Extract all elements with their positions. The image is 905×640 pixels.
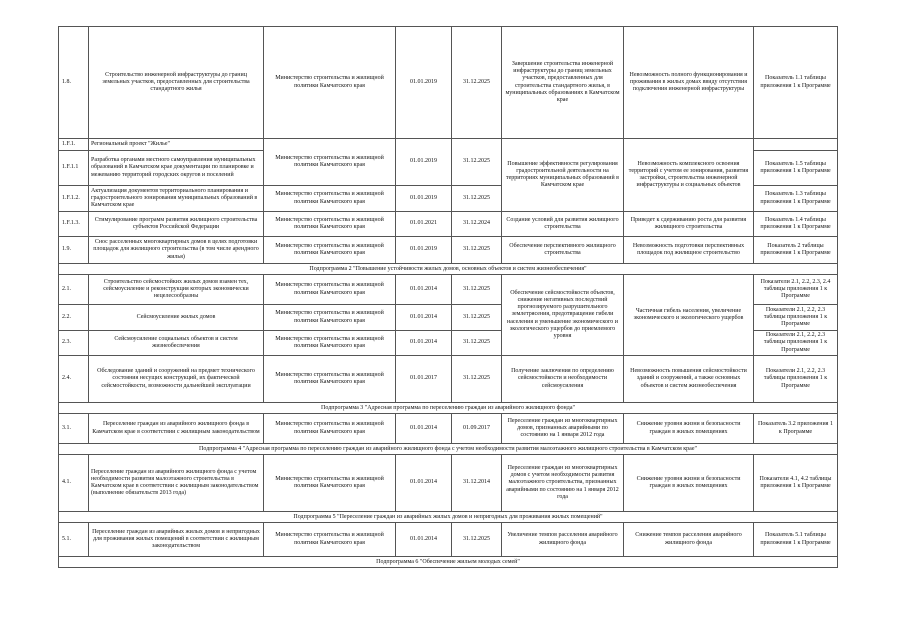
executor: Министерство строительства и жилищной политики Камчатского края: [264, 414, 396, 444]
measure-name: Строительство инженерной инфраструктуры до границ земельных участков, предоставленных для строительства стандартного жилья: [89, 27, 264, 139]
executor: Министерство строительства и жилищной политики Камчатского края: [264, 27, 396, 139]
end-date: 31.12.2025: [452, 331, 502, 356]
subprogram-header: [59, 264, 838, 275]
subprogram-header: [59, 444, 838, 455]
executor: Министерство строительства и жилищной политики Камчатского края: [264, 275, 396, 305]
table-row: [59, 212, 838, 237]
table-row: [59, 27, 838, 139]
measure-name: Снос расселенных многоквартирных домов в целях подготовки площадок для жилищного строительства (в том числе арендного жилья): [89, 237, 264, 264]
measure-name: Строительство сейсмостойких жилых домов взамен тех, сейсмоусиление и реконструкция которых экономически нецелесообразны: [89, 275, 264, 305]
start-date: 01.01.2014: [396, 523, 452, 557]
table-row: [59, 139, 838, 151]
consequence: Снижение уровня жизни и безопасности граждан в жилых помещениях: [624, 455, 754, 512]
measure-name: Обследование зданий и сооружений на предмет технического состояния несущих конструкций, их фактической сейсмостойкости, возможности дальнейшей эксплуатации: [89, 356, 264, 403]
subprogram-title: Подпрограмма 6 "Обеспечение жильем молодых семей": [59, 557, 838, 568]
row-number: 5.1.: [59, 523, 89, 557]
table-row: [59, 455, 838, 512]
consequence: Снижение уровня жизни и безопасности граждан в жилых помещениях: [624, 414, 754, 444]
executor: Министерство строительства и жилищной политики Камчатского края: [264, 212, 396, 237]
measure-name: Разработка органами местного самоуправления муниципальных образований в Камчатском крае документации по планировке и межеванию территорий городских округов и поселений: [89, 151, 264, 186]
start-date: 01.01.2019: [396, 139, 452, 186]
start-date: 01.01.2014: [396, 275, 452, 305]
end-date: 31.12.2025: [452, 237, 502, 264]
end-date: 31.12.2025: [452, 523, 502, 557]
subprogram-header: [59, 512, 838, 523]
start-date: 01.01.2019: [396, 237, 452, 264]
row-number: 3.1.: [59, 414, 89, 444]
measure-name: Стимулирование программ развития жилищного строительства субъектов Российской Федерации: [89, 212, 264, 237]
consequence: Невозможность подготовки перспективных площадок под жилищное строительство: [624, 237, 754, 264]
expected-result: Завершение строительства инженерной инфраструктуры до границ земельных участков, предоставленных для строительства стандартного жилья, в муниципальных образованиях в Камчатском крае: [502, 27, 624, 139]
indicator: Показатели 4.1, 4.2 таблицы приложения 1 к Программе: [754, 455, 838, 512]
start-date: 01.01.2019: [396, 186, 452, 212]
indicator: Показатель 1.1 таблицы приложения 1 к Программе: [754, 27, 838, 139]
row-number: 1.F.1.: [59, 139, 89, 151]
indicator: Показатель 3.2 приложения 1 к Программе: [754, 414, 838, 444]
measure-name: Переселение граждан из аварийного жилищного фонда с учетом необходимости развития малоэтажного строительства в Камчатском крае в соответствии с жилищным законодательством (выполнение обязательств 2013 года): [89, 455, 264, 512]
measure-name: Сейсмоусиление жилых домов: [89, 305, 264, 331]
indicator: Показатели 2.1, 2.2, 2.3, 2.4 таблицы приложения 1 к Программе: [754, 275, 838, 305]
expected-result: Переселение граждан из многоквартирных домов, признанных аварийными по состоянию на 1 января 2012 года: [502, 414, 624, 444]
indicator: Показатель 1.3 таблицы приложения 1 к Программе: [754, 186, 838, 212]
expected-result: Получение заключения по определению сейсмостойкости и необходимости сейсмоусиления: [502, 356, 624, 403]
measure-name: Переселение граждан из аварийных жилых домов и непригодных для проживания жилых помещений в соответствии с жилищным законодательством: [89, 523, 264, 557]
subprogram-title: Подпрограмма 4 "Адресная программа по переселению граждан из аварийного жилищного фонда с учетом необходимости развития малоэтажного жилищного строительства в Камчатском крае": [59, 444, 838, 455]
subprogram-title: Подпрограмма 3 "Адресная программа по переселению граждан из аварийного жилищного фонда": [59, 403, 838, 414]
row-number: 2.4.: [59, 356, 89, 403]
end-date: 31.12.2025: [452, 27, 502, 139]
consequence: Невозможность полного функционирования и проживания в жилых домах ввиду отсутствия подключения инженерной инфраструктуры: [624, 27, 754, 139]
row-number: 1.9.: [59, 237, 89, 264]
executor: Министерство строительства и жилищной политики Камчатского края: [264, 305, 396, 331]
consequence: Невозможность повышения сейсмостойкости зданий и сооружений, а также основных объектов и систем жизнеобеспечения: [624, 356, 754, 403]
row-number: 1.F.1.3.: [59, 212, 89, 237]
consequence: Снижение темпов расселения аварийного жилищного фонда: [624, 523, 754, 557]
subprogram-header: [59, 557, 838, 568]
row-number: 1.F.1.2.: [59, 186, 89, 212]
row-number: 2.2.: [59, 305, 89, 331]
consequence: Частичная гибель населения, увеличение экономического и экологического ущербов: [624, 275, 754, 356]
empty-cell: [754, 139, 838, 151]
indicator: Показатель 1.4 таблицы приложения 1 к Программе: [754, 212, 838, 237]
end-date: 31.12.2014: [452, 455, 502, 512]
expected-result: Обеспечение сейсмостойкости объектов, снижение негативных последствий прогнозируемого разрушительного землетрясения, предотвращение гибели населения и уменьшение экономического и экологического ущербов до приемлемого уровня: [502, 275, 624, 356]
indicator: Показатель 1.5 таблицы приложения 1 к Программе: [754, 151, 838, 186]
executor: Министерство строительства и жилищной политики Камчатского края: [264, 139, 396, 186]
start-date: 01.01.2014: [396, 455, 452, 512]
expected-result: Повышение эффективности регулирования градостроительной деятельности на территориях муниципальных образований в Камчатском крае: [502, 139, 624, 212]
start-date: 01.01.2019: [396, 27, 452, 139]
start-date: 01.01.2021: [396, 212, 452, 237]
indicator: Показатель 2 таблицы приложения 1 к Программе: [754, 237, 838, 264]
end-date: 31.12.2025: [452, 305, 502, 331]
project-name: Региональный проект "Жилье": [89, 139, 264, 151]
table-row: [59, 523, 838, 557]
row-number: 1.F.1.1: [59, 151, 89, 186]
row-number: 2.1.: [59, 275, 89, 305]
subprogram-header: [59, 403, 838, 414]
indicator: Показатели 2.1, 2.2, 2.3 таблицы приложения 1 к Программе: [754, 331, 838, 356]
executor: Министерство строительства и жилищной политики Камчатского края: [264, 237, 396, 264]
expected-result: Увеличение темпов расселения аварийного жилищного фонда: [502, 523, 624, 557]
measure-name: Актуализация документов территориального планирования и градостроительного зонирования муниципальных образований в Камчатском крае: [89, 186, 264, 212]
measure-name: Переселение граждан из аварийного жилищного фонда в Камчатском крае в соответствии с жилищным законодательством: [89, 414, 264, 444]
executor: Министерство строительства и жилищной политики Камчатского края: [264, 186, 396, 212]
table-row: [59, 414, 838, 444]
measure-name: Сейсмоусиление социальных объектов и систем жизнеобеспечения: [89, 331, 264, 356]
table-row: [59, 356, 838, 403]
end-date: 31.12.2024: [452, 212, 502, 237]
executor: Министерство строительства и жилищной политики Камчатского края: [264, 356, 396, 403]
end-date: 01.09.2017: [452, 414, 502, 444]
subprogram-title: Подпрограмма 2 "Повышение устойчивости жилых домов, основных объектов и систем жизнеобеспечения": [59, 264, 838, 275]
indicator: Показатель 5.1 таблицы приложения 1 к Программе: [754, 523, 838, 557]
consequence: Приведет к сдерживанию роста для развития жилищного строительства: [624, 212, 754, 237]
end-date: 31.12.2025: [452, 356, 502, 403]
end-date: 31.12.2025: [452, 186, 502, 212]
row-number: 2.3.: [59, 331, 89, 356]
subprogram-title: Подпрограмма 5 "Переселение граждан из аварийных жилых домов и непригодных для проживания жилых помещений": [59, 512, 838, 523]
end-date: 31.12.2025: [452, 139, 502, 186]
executor: Министерство строительства и жилищной политики Камчатского края: [264, 523, 396, 557]
end-date: 31.12.2025: [452, 275, 502, 305]
consequence: Невозможность комплексного освоения территорий с учетом ее зонирования, развития застройки, строительства инженерной инфраструктуры и социальных объектов: [624, 139, 754, 212]
expected-result: Переселение граждан из многоквартирных домов с учетом необходимости развития малоэтажного строительства, признанных аварийными по состоянию на 1 января 2012 года: [502, 455, 624, 512]
start-date: 01.01.2014: [396, 331, 452, 356]
row-number: 4.1.: [59, 455, 89, 512]
start-date: 01.01.2017: [396, 356, 452, 403]
table-row: [59, 275, 838, 305]
indicator: Показатели 2.1, 2.2, 2.3 таблицы приложения 1 к Программе: [754, 305, 838, 331]
measures-table: [58, 26, 838, 568]
indicator: Показатели 2.1, 2.2, 2.3 таблицы приложения 1 к Программе: [754, 356, 838, 403]
expected-result: Создание условий для развития жилищного строительства: [502, 212, 624, 237]
expected-result: Обеспечение перспективного жилищного строительства: [502, 237, 624, 264]
executor: Министерство строительства и жилищной политики Камчатского края: [264, 331, 396, 356]
table-row: [59, 237, 838, 264]
start-date: 01.01.2014: [396, 414, 452, 444]
row-number: 1.8.: [59, 27, 89, 139]
executor: Министерство строительства и жилищной политики Камчатского края: [264, 455, 396, 512]
start-date: 01.01.2014: [396, 305, 452, 331]
